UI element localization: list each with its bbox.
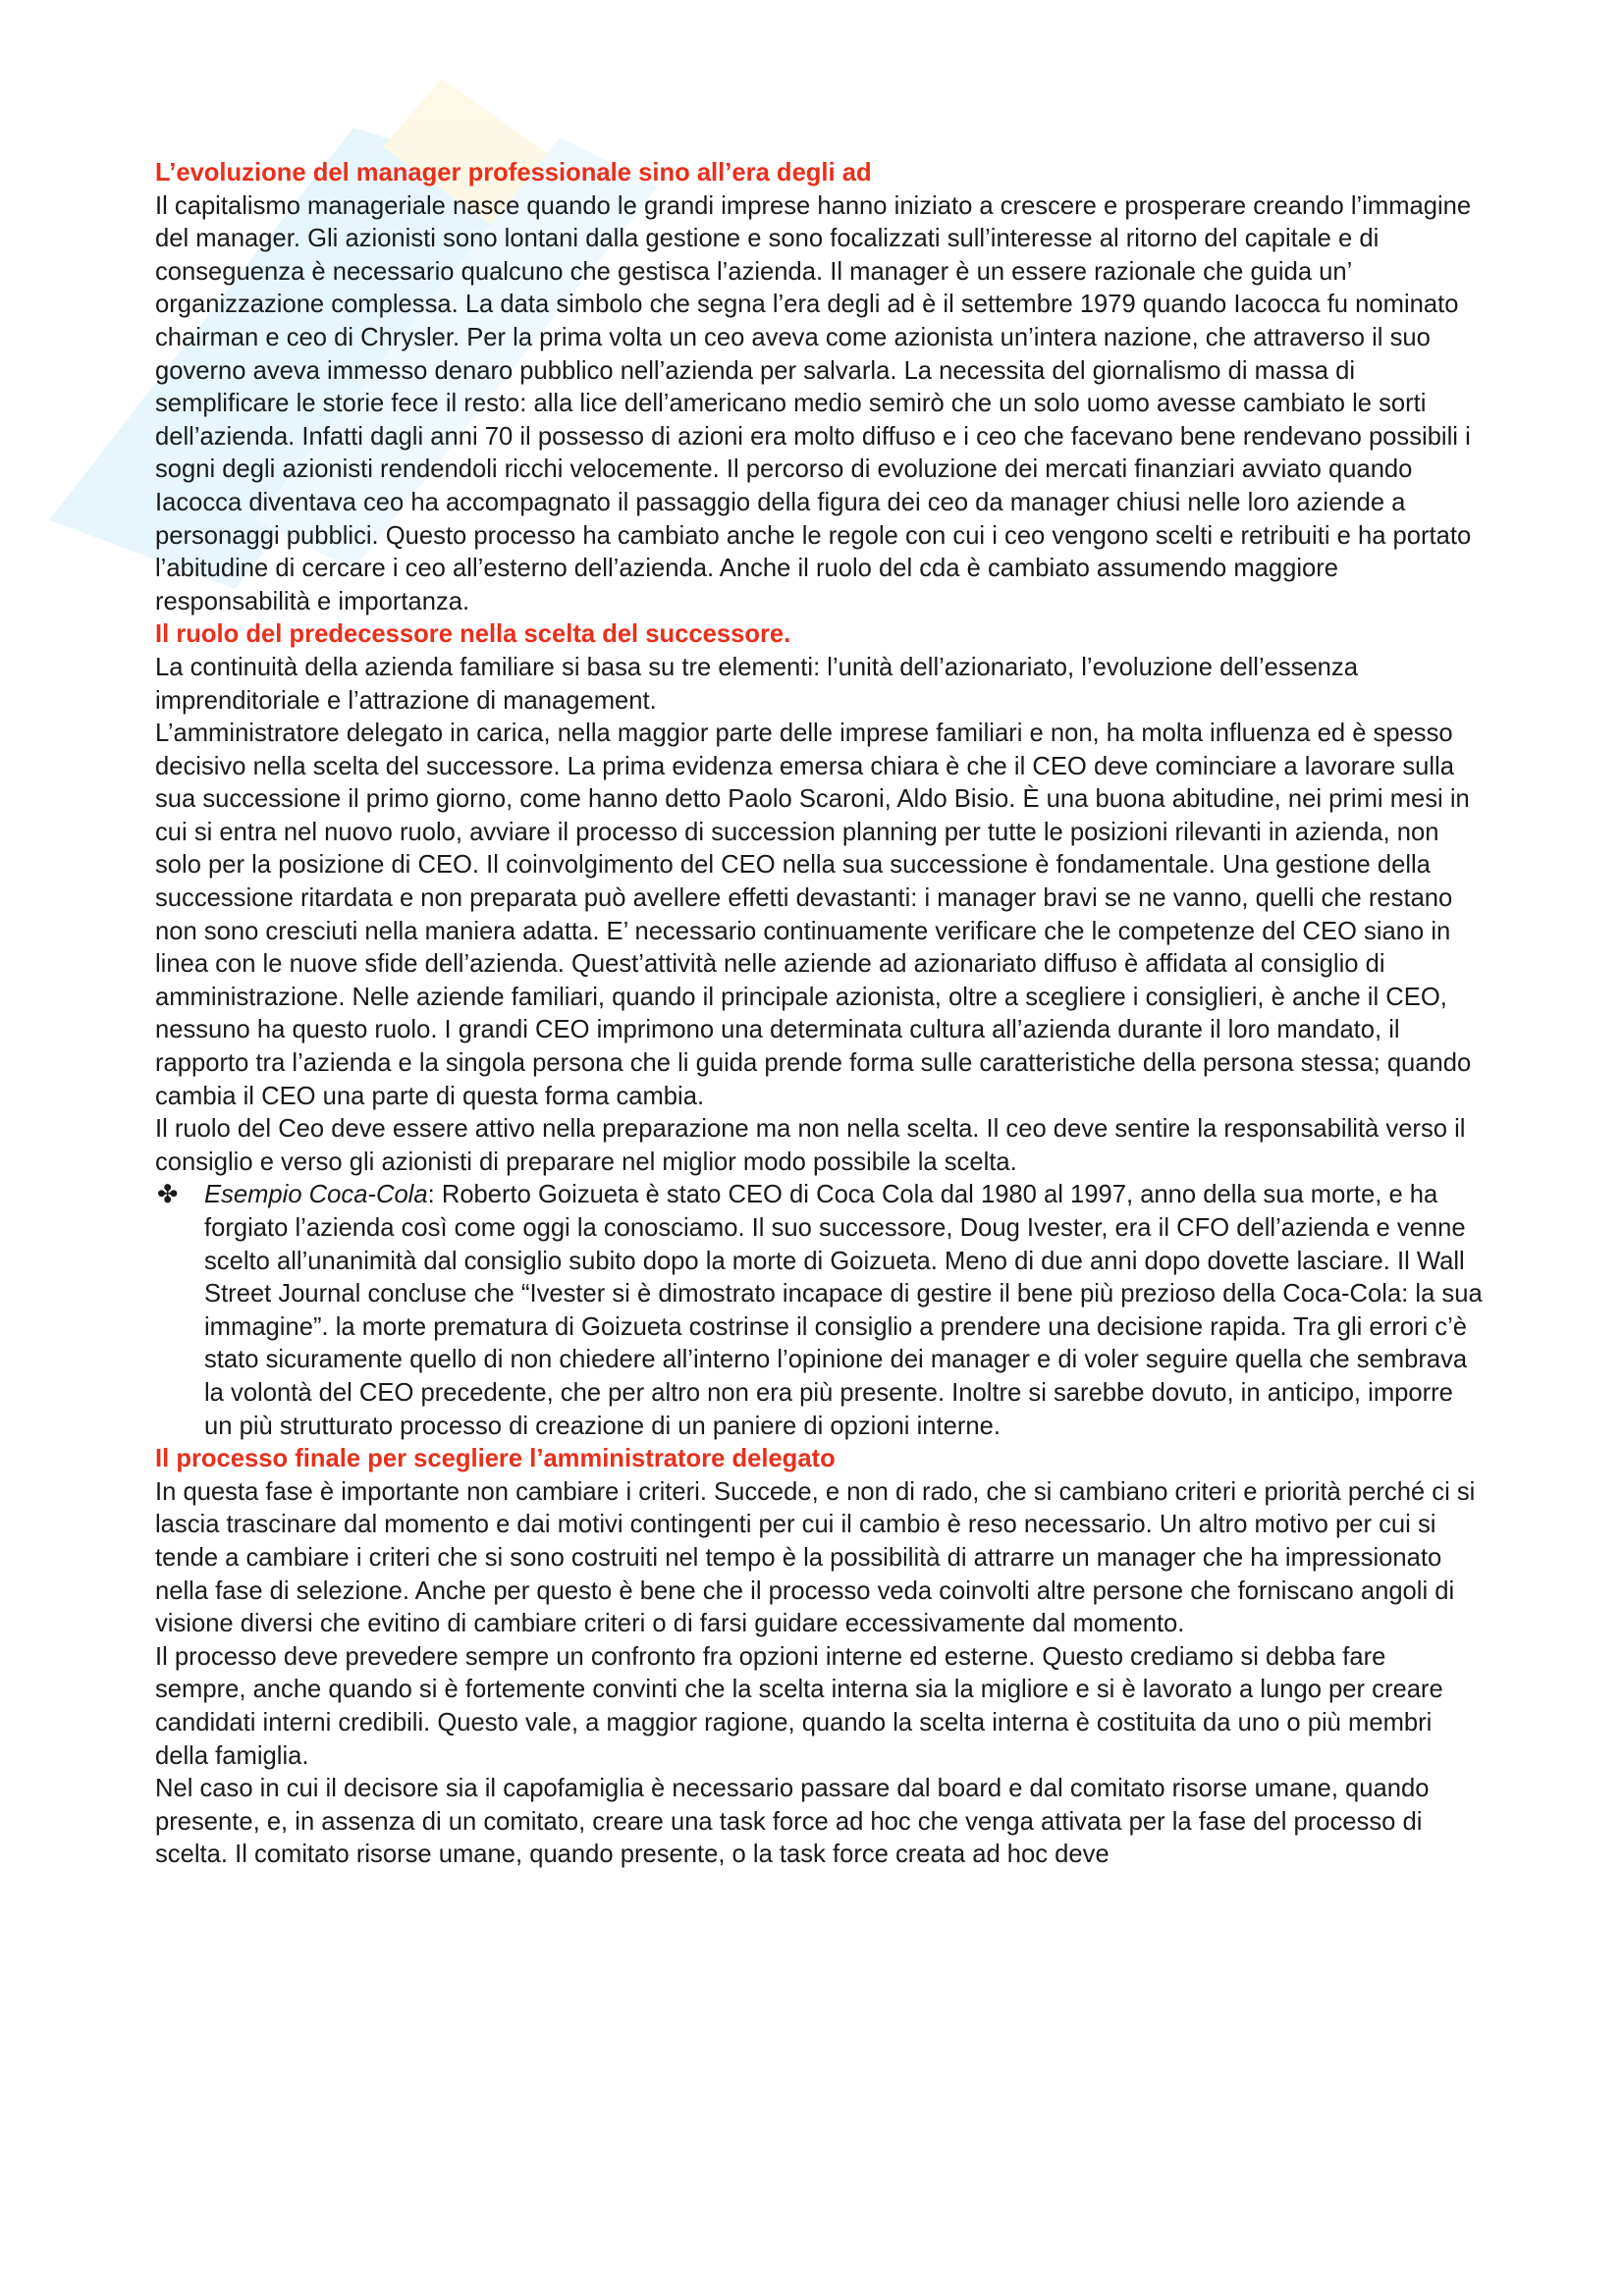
paragraph: In questa fase è importante non cambiare i criteri. Succede, e non di rado, che si cambiano criteri e priorità perché ci si lascia trascinare dal momento e dai motivi contingenti per cui il cambio è reso necessario. Un altro motivo per cui si tende a cambiare i criteri che si sono costruiti nel tempo è la possibilità di attrarre un manager che ha impressionato nella fase di selezione. Anche per questo è bene che il processo veda coinvolti altre persone che forniscano angoli di visione diversi che evitino di cambiare criteri o di farsi guidare eccessivamente dal momento. bbox=[155, 1477, 1476, 1638]
paragraph: La continuità della azienda familiare si basa su tre elementi: l’unità dell’azionariato, l’evoluzione dell’essenza imprenditoriale e l’attrazione di management. bbox=[155, 653, 1358, 715]
bullet-item-coca-cola bbox=[155, 1179, 1483, 1443]
section-heading-evoluzione-manager: L’evoluzione del manager professionale sino all’era degli ad bbox=[155, 159, 872, 187]
section-heading-processo-finale: Il processo finale per scegliere l’amministratore delegato bbox=[155, 1445, 836, 1473]
bullet-label: Esempio Coca-Cola bbox=[204, 1181, 428, 1209]
section-heading-ruolo-predecessore: Il ruolo del predecessore nella scelta del successore. bbox=[155, 620, 791, 649]
paragraph: Il ruolo del Ceo deve essere attivo nella preparazione ma non nella scelta. Il ceo deve sentire la responsabilità verso il consiglio e verso gli azionisti di preparare nel miglior modo possibile la scelta. bbox=[155, 1115, 1466, 1176]
paragraph: Il capitalismo manageriale nasce quando le grandi imprese hanno iniziato a crescere e prosperare creando l’immagine del manager. Gli azionisti sono lontani dalla gestione e sono focalizzati sull’interesse al ritorno del capitale e di conseguenza è necessario qualcuno che gestisca l’azienda. Il manager è un essere razionale che guida un’ organizzazione complessa. La data simbolo che segna l’era degli ad è il settembre 1979 quando Iacocca fu nominato chairman e ceo di Chrysler. Per la prima volta un ceo aveva come azionista un’intera nazione, che attraverso il suo governo aveva immesso denaro pubblico nell’azienda per salvarla. La necessita del giornalismo di massa di semplificare le storie fece il resto: alla lice dell’americano medio semirò che un solo uomo avesse cambiato le sorti dell’azienda. Infatti dagli anni 70 il possesso di azioni era molto diffuso e i ceo che facevano bene rendevano possibili i sogni degli azionisti rendendoli ricchi velocemente. Il percorso di evoluzione dei mercati finanziari avviato quando Iacocca diventava ceo ha accompagnato il passaggio della figura dei ceo da manager chiusi nelle loro aziende a personaggi pubblici. Questo processo ha cambiato anche le regole con cui i ceo vengono scelti e retribuiti e ha portato l’abitudine di cercare i ceo all’esterno dell’azienda. Anche il ruolo del cda è cambiato assumendo maggiore responsabilità e importanza. bbox=[155, 191, 1472, 615]
document-body bbox=[155, 157, 1483, 1872]
paragraph: L’amministratore delegato in carica, nella maggior parte delle imprese familiari e non, ha molta influenza ed è spesso decisivo nella scelta del successore. La prima evidenza emersa chiara è che il CEO deve cominciare a lavorare sulla sua successione il primo giorno, come hanno detto Paolo Scaroni, Aldo Bisio. È una buona abitudine, nei primi mesi in cui si entra nel nuovo ruolo, avviare il processo di succession planning per tutte le posizioni rilevanti in azienda, non solo per la posizione di CEO. Il coinvolgimento del CEO nella sua successione è fondamentale. Una gestione della successione ritardata e non preparata può avellere effetti devastanti: i manager bravi se ne vanno, quelli che restano non sono cresciuti nella maniera adatta. E’ necessario continuamente verificare che le competenze del CEO siano in linea con le nuove sfide dell’azienda. Quest’attività nelle aziende ad azionariato diffuso è affidata al consiglio di amministrazione. Nelle aziende familiari, quando il principale azionista, oltre a scegliere i consiglieri, è anche il CEO, nessuno ha questo ruolo. I grandi CEO imprimono una determinata cultura all’azienda durante il loro mandato, il rapporto tra l’azienda e la singola persona che li guida prende forma sulle caratteristiche della persona stessa; quando cambia il CEO una parte di questa forma cambia. bbox=[155, 720, 1472, 1110]
bullet-text: : Roberto Goizueta è stato CEO di Coca Cola dal 1980 al 1997, anno della sua morte, e ha forgiato l’azienda così come oggi la conosciamo. Il suo successore, Doug Ivester, era il CFO dell’azienda e venne scelto all’unanimità dal consiglio subito dopo la morte di Goizueta. Meno di due anni dopo dovette lasciare. Il Wall Street Journal concluse che “Ivester si è dimostrato incapace di gestire il bene più prezioso della Coca-Cola: la sua immagine”. la morte prematura di Goizueta costrinse il consiglio a prendere una decisione rapida. Tra gli errori c’è stato sicuramente quello di non chiedere all’interno l’opinione dei manager e di voler seguire quella che sembrava la volontà del CEO precedente, che per altro non era più presente. Inoltre si sarebbe dovuto, in anticipo, imporre un più strutturato processo di creazione di un paniere di opzioni interne. bbox=[204, 1181, 1483, 1440]
paragraph: Il processo deve prevedere sempre un confronto fra opzioni interne ed esterne. Questo crediamo si debba fare sempre, anche quando si è fortemente convinti che la scelta interna sia la migliore e si è lavorato a lungo per creare candidati interni credibili. Questo vale, a maggior ragione, quando la scelta interna è costituita da uno o più membri della famiglia. bbox=[155, 1642, 1443, 1770]
bullet-flower-icon: ✤ bbox=[157, 1181, 179, 1209]
paragraph: Nel caso in cui il decisore sia il capofamiglia è necessario passare dal board e dal comitato risorse umane, quando presente, e, in assenza di un comitato, creare una task force ad hoc che venga attivata per la fase del processo di scelta. Il comitato risorse umane, quando presente, o la task force creata ad hoc deve bbox=[155, 1775, 1430, 1869]
